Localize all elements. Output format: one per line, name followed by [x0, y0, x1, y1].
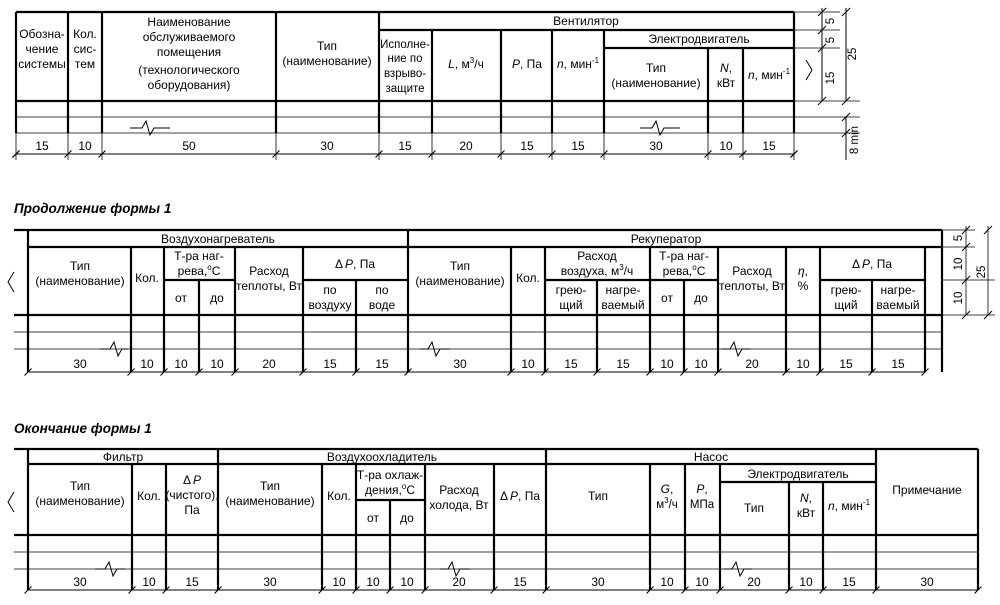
form-1-table [16, 8, 861, 160]
col-rot: от [661, 291, 673, 305]
group-elektrodvigatel: Электродвигатель [747, 467, 849, 481]
col-etip: Тип [743, 501, 765, 515]
width-label: 15 [564, 357, 578, 371]
col-pv-line2: воздуху [308, 298, 352, 312]
row-dim: 25 [976, 265, 988, 279]
width-label: 10 [400, 575, 414, 589]
col-tip-line2: (наименование) [35, 274, 125, 288]
col-isp-line2: ние по [387, 53, 423, 65]
col-ot: от [175, 291, 187, 305]
width-label: 10 [366, 575, 380, 589]
col-pv-line1: по [323, 283, 337, 297]
col-oboz-line2: чение [25, 42, 59, 56]
row-dim: 10 [953, 291, 965, 305]
group-filtr: Фильтр [102, 450, 144, 464]
col-edtip-line2: (наименование) [611, 76, 701, 90]
col-rtr-line1: Т-ра наг- [659, 249, 709, 263]
width-label: 10 [694, 357, 708, 371]
col-do: до [210, 291, 224, 305]
row-dim: 5 [825, 36, 837, 44]
col-tr-line1: Т-ра охлаж- [356, 468, 424, 482]
col-kol: Кол. [135, 271, 159, 285]
col-rgr-line2: щий [834, 298, 858, 312]
group-vozduhonagrevatel: Воздухонагреватель [161, 232, 275, 246]
col-Pm-line1: P, [696, 482, 708, 496]
col-isp-line3: взрыво- [383, 68, 427, 80]
width-label: 15 [891, 357, 905, 371]
width-label: 15 [513, 575, 527, 589]
col-rkol: Кол. [516, 271, 540, 285]
col-rv-line2: воздуха, $м^3/ч$ [560, 263, 634, 278]
col-rras-line2: теплоты, Вт [719, 279, 785, 293]
width-label: 30 [649, 139, 663, 153]
col-ot: от [367, 511, 379, 525]
col-pw-line2: воде [368, 298, 396, 312]
row-dim: 8 min [849, 125, 861, 155]
width-label: 10 [142, 575, 156, 589]
col-N-unit: кВт [716, 76, 736, 90]
col-eta: η, [797, 264, 809, 278]
title-ending: Окончание формы 1 [14, 421, 152, 436]
width-label: 15 [571, 139, 585, 153]
width-label: 15 [375, 357, 389, 371]
col-tip-line2: (наименование) [35, 494, 125, 508]
col-N: N, [719, 61, 733, 75]
col-vkol: Кол. [327, 489, 351, 503]
group-elektrodvigatel: Электродвигатель [648, 32, 750, 46]
col-oboz-line3: системы [18, 57, 66, 71]
width-label: 10 [521, 357, 535, 371]
width-label: 10 [796, 357, 810, 371]
width-label: 30 [920, 575, 934, 589]
row-dim: 15 [825, 71, 837, 85]
width-label: 30 [453, 357, 467, 371]
col-eta-unit: % [797, 279, 809, 293]
col-isp-line1: Исполне- [380, 39, 430, 51]
col-naim-line3: помещения [156, 45, 222, 59]
width-label: 10 [140, 357, 154, 371]
col-tip-line2: (наименование) [282, 54, 372, 68]
col-tr-line2: дения,$^о$С [365, 482, 415, 497]
col-dp-line3: Па [184, 503, 200, 517]
col-naim-line4: (технологического [138, 63, 240, 77]
width-label: 10 [78, 139, 92, 153]
width-label: 15 [185, 575, 199, 589]
width-label: 50 [182, 139, 196, 153]
col-naim-line2: обслуживаемого [142, 30, 236, 44]
col-n: n, мин$^{-1}$ [556, 56, 600, 71]
width-label: 20 [747, 575, 761, 589]
width-label: 20 [459, 139, 473, 153]
width-label: 15 [762, 139, 776, 153]
width-label: 10 [332, 575, 346, 589]
col-N-line2: кВт [796, 506, 816, 520]
col-rdo: до [694, 291, 708, 305]
width-label: 15 [842, 575, 856, 589]
col-prim: Примечание [892, 483, 962, 497]
col-rng-line2: ваемый [876, 298, 920, 312]
col-n2: n, мин$^{-1}$ [747, 67, 791, 82]
col-n: n, мин$^{-1}$ [827, 498, 871, 513]
col-vtip-line1: Тип [259, 479, 281, 493]
col-dp: Δ P, Па [335, 257, 375, 271]
width-label: 10 [660, 575, 674, 589]
width-label: 15 [398, 139, 412, 153]
col-rx-line2: холода, Вт [429, 498, 489, 512]
width-label: 15 [323, 357, 337, 371]
group-rekuperator: Рекуператор [630, 232, 702, 246]
width-label: 30 [263, 575, 277, 589]
col-ras-line1: Расход [249, 264, 289, 278]
row-dim: 5 [825, 17, 837, 25]
group-nasos: Насос [693, 450, 729, 464]
col-pw-line1: по [375, 283, 389, 297]
col-ntip: Тип [587, 489, 609, 503]
width-label: 30 [591, 575, 605, 589]
col-isp-line4: защите [385, 83, 425, 95]
col-rng-line1: нагре- [880, 283, 916, 297]
col-do: до [400, 511, 414, 525]
col-rdp: Δ P, Па [852, 257, 892, 271]
col-gr-line1: грею- [555, 283, 587, 297]
col-tip-line1: Тип [69, 479, 91, 493]
col-G-line1: G, [660, 482, 674, 496]
group-vozduhoohladitel: Воздухоохладитель [326, 450, 438, 464]
col-naim-line1: Наименование [147, 15, 231, 29]
col-oboz-line1: Обозна- [19, 27, 65, 41]
col-kol-line1: Кол. [73, 27, 97, 41]
title-continuation: Продолжение формы 1 [14, 201, 172, 216]
col-kol-line2: сис- [73, 42, 97, 56]
col-tr-line1: Т-ра наг- [174, 249, 224, 263]
width-label: 10 [660, 357, 674, 371]
form-1-ending-table [8, 449, 978, 590]
col-kol: Кол. [137, 489, 161, 503]
width-label: 10 [719, 139, 733, 153]
col-rx-line1: Расход [439, 483, 479, 497]
col-ras-line2: теплоты, Вт [236, 279, 302, 293]
width-label: 10 [174, 357, 188, 371]
width-label: 30 [73, 357, 87, 371]
col-G-line2: $м^3/ч$ [656, 496, 678, 511]
width-label: 20 [745, 357, 759, 371]
row-dim: 5 [953, 234, 965, 242]
col-ng-line2: ваемый [601, 298, 645, 312]
col-rtip-line2: (наименование) [415, 274, 505, 288]
col-vtip-line2: (наименование) [225, 494, 315, 508]
col-rras-line1: Расход [732, 264, 772, 278]
width-label: 15 [520, 139, 534, 153]
form-1-continuation-table [8, 226, 995, 372]
col-tr-line2: рева,$^о$С [177, 263, 221, 278]
width-label: 30 [320, 139, 334, 153]
col-rv-line1: Расход [577, 249, 617, 263]
width-label: 10 [210, 357, 224, 371]
col-N-line1: N, [799, 491, 813, 505]
width-label: 20 [452, 575, 466, 589]
col-Pm-line2: МПа [689, 499, 715, 511]
col-gr-line2: щий [559, 298, 583, 312]
width-label: 20 [262, 357, 276, 371]
col-dp-line2: (чистого), [165, 488, 219, 502]
row-dim: 25 [847, 47, 859, 61]
col-naim-line5: оборудования) [147, 78, 231, 92]
width-label: 15 [839, 357, 853, 371]
col-rtr-line2: рева,$^о$С [662, 263, 706, 278]
width-label: 10 [799, 575, 813, 589]
col-L: L, $м^3/ч$ [448, 56, 484, 71]
col-edtip-line1: Тип [645, 61, 667, 75]
col-tip-line1: Тип [316, 39, 338, 53]
col-P: P, Па [512, 57, 542, 71]
width-label: 15 [616, 357, 630, 371]
col-vdp: Δ P, Па [500, 489, 540, 503]
width-label: 30 [73, 575, 87, 589]
width-label: 15 [35, 139, 49, 153]
col-kol-line3: тем [74, 57, 96, 71]
col-ng-line1: нагре- [605, 283, 641, 297]
col-rtip-line1: Тип [449, 259, 471, 273]
col-dp-line1: Δ P [182, 473, 202, 487]
group-ventilator: Вентилятор [553, 14, 619, 28]
width-label: 10 [695, 575, 709, 589]
col-tip-line1: Тип [69, 259, 91, 273]
col-rgr-line1: грею- [830, 283, 862, 297]
row-dim: 10 [953, 257, 965, 271]
